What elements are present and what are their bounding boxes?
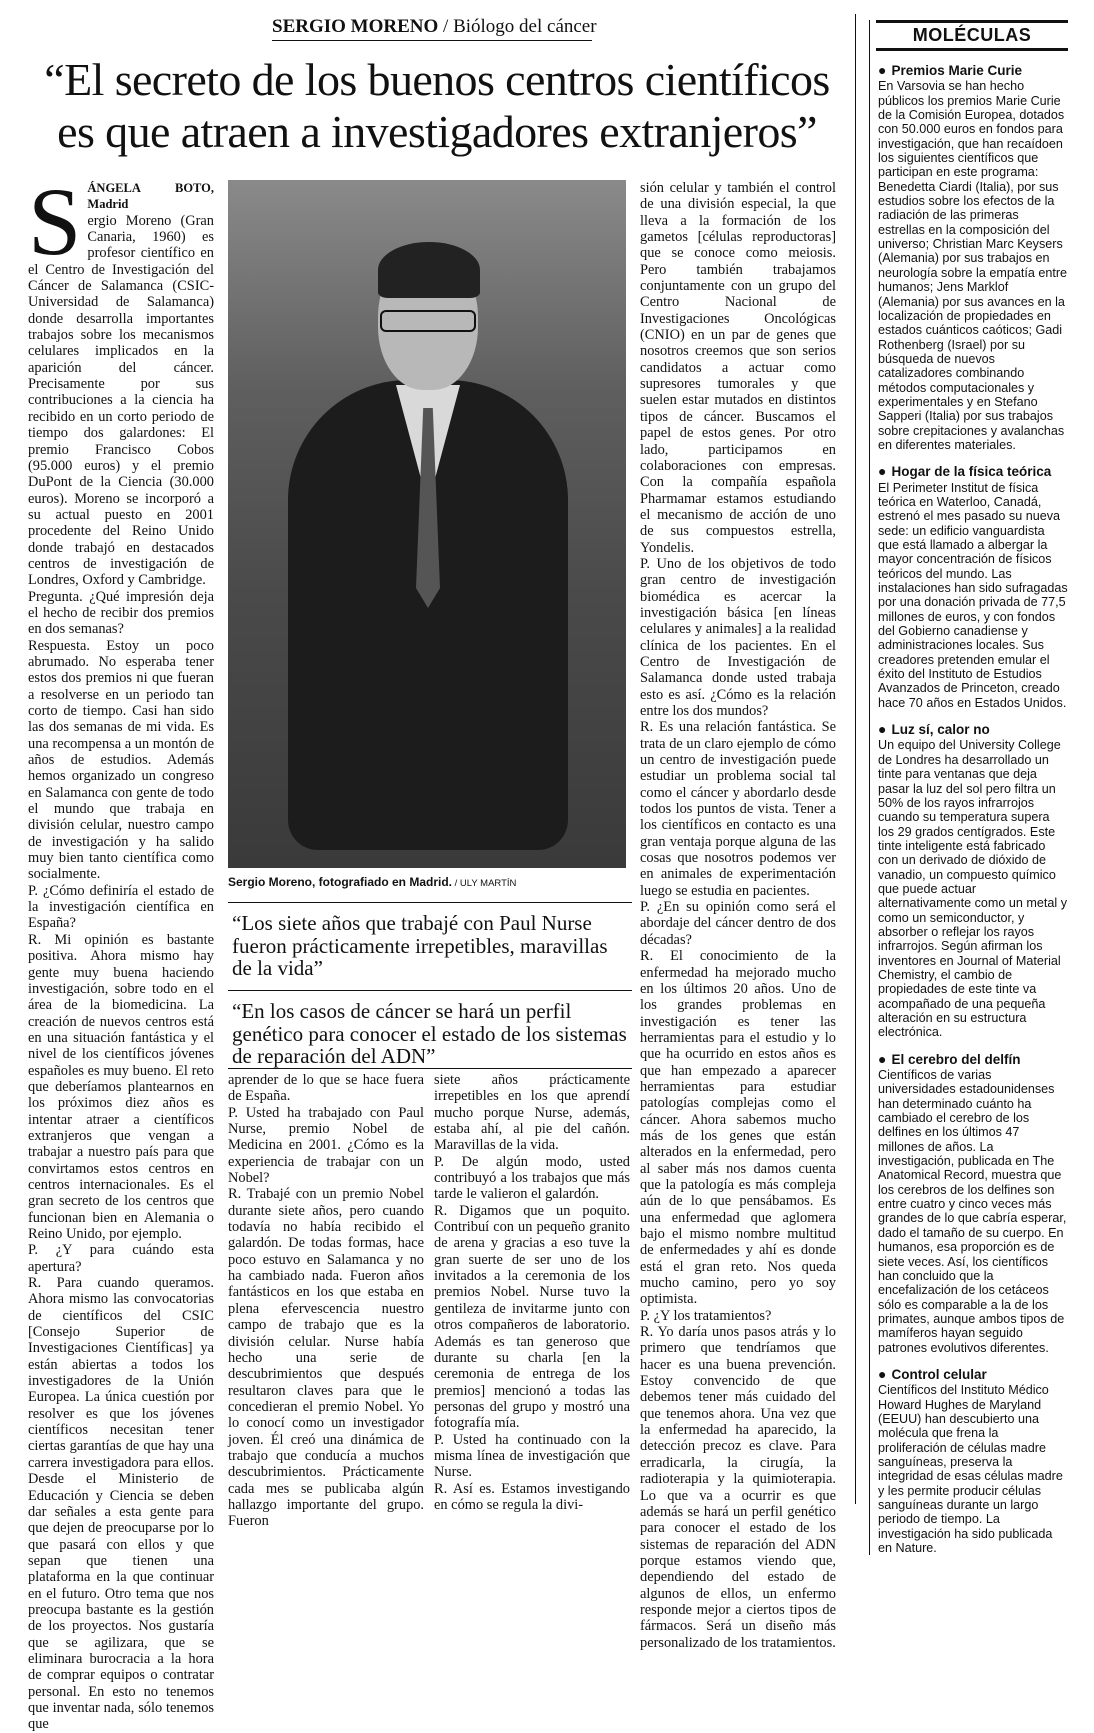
byline: ÁNGELA BOTO, Madrid (87, 181, 214, 212)
rule (228, 1068, 632, 1069)
sidebar-item (878, 63, 1068, 452)
paragraph: R. El conocimiento de la enfermedad ha mejorado mucho en los últimos 20 años. Uno de los grandes problemas en investigación es tener las herramientas para el estudio y lo que ha ocurrido en estos años es que han empezado a aparecer herramientas para estudiar patologías complejas como el cáncer. Ahora sabemos mucho más de los genes que están alterados en la enfermedad, pero al saber más nos damos cuenta que la patología es más compleja aún de lo que pensábamos. Es una enfermedad que aglomera bajo el mismo nombre multitud de enfermedades y ahí es donde está el gran reto. Nos queda mucho camino, pero yo soy optimista. (640, 948, 836, 1308)
article-column-1 (28, 168, 214, 1733)
rule (228, 990, 632, 991)
paragraph: R. Yo daría unos pasos atrás y lo primero que tendríamos que hacer es una buena prevención. Estoy convencido de que debemos tener más cuidado del que tenemos ahora. Una vez que la enfermedad ha aparecido, la detección precoz es clave. Para erradicarla, la cirugía, la radioterapia y la quimioterapia. Lo que va a ocurrir es que además se hará un perfil genético para conocer el estado de los sistemas de reparación del ADN porque estamos viendo que, dependiendo del estado de algunos de ellos, un enfermo responde mejor a ciertos tipos de fármacos. Será un diseño más personalizado de los tratamientos. (640, 1324, 836, 1651)
kicker (272, 16, 597, 41)
interviewee-role: Biólogo del cáncer (453, 16, 597, 37)
sidebar-item-text: Científicos de varias universidades estadounidenses han determinado cuánto ha cambiado el cerebro de los delfines en los últimos 47 millones de años. La investigación, publicada en The Anatomical Record, muestra que los cerebros de los delfines son entre cuatro y cinco veces más grandes de lo que cabría esperar, dado el tamaño de su cuerpo. En humanos, esa proporción es de siete veces. Así, los científicos han concluido que la encefalización de los cetáceos sólo es comparable a la de los primates, aunque ambos tipos de mamíferos hayan seguido patrones evolutivos diferentes. (878, 1068, 1067, 1355)
sidebar-item-heading: ● Control celular (878, 1365, 987, 1382)
paragraph: P. De algún modo, usted contribuyó a los trabajos que más tarde le valieron el galardón. (434, 1153, 630, 1203)
bullet-icon: ● (878, 62, 887, 78)
paragraph: R. Para cuando queramos. Ahora mismo las convocatorias de científicos del CSIC [Consejo Superior de Investigaciones Científicas] ya están abiertas a todos los investigadores de la Unión Europea. La única cuestión por resolver es que los jóvenes científicos necesitan tener ciertas garantías de que hay una carrera investigadora para ellos. Desde el Ministerio de Educación y Ciencia se deben dar señales a esta gente para que dejen de preocuparse por lo que pasará con ellos y que sepan que tienen una plataforma en la que continuar en el futuro. Otro tema que nos preocupa bastante es la gestión de los proyectos. Nos gustaría que se agilizara, que se eliminara burocracia a la hora de comprar equipos o contratar personal. En esto no tenemos que inventar nada, sólo tenemos que (28, 1275, 214, 1733)
photo-glasses (380, 310, 476, 332)
headline (32, 54, 842, 158)
bullet-icon: ● (878, 1050, 887, 1067)
sidebar-item-heading: ● El cerebro del delfín (878, 1050, 1021, 1067)
paragraph: R. Así es. Estamos investigando en cómo se regula la divi- (434, 1480, 630, 1513)
bullet-icon: ● (878, 1365, 887, 1382)
sidebar-item-heading: ● Premios Marie Curie (878, 62, 1023, 78)
bullet-icon: ● (878, 463, 887, 480)
paragraph: P. ¿Y para cuándo esta apertura? (28, 1242, 214, 1275)
paragraph: aprender de lo que se hace fuera de España. (228, 1072, 424, 1105)
caption-text: Sergio Moreno, fotografiado en Madrid. (228, 875, 453, 889)
paragraph: R. Es una relación fantástica. Se trata de un claro ejemplo de cómo un centro de investigación puede estudiar un problema social tal como el cáncer y abordarlo desde todos los puntos de vista. Tener a los científicos en contacto es una gran ventaja porque alguna de las cosas que nosotros podemos ver en animales de experimentación luego se estudia en pacientes. (640, 719, 836, 899)
sidebar-item-heading: ● Hogar de la física teórica (878, 463, 1052, 480)
headline-line-1: “El secreto de los buenos centros científicos (44, 54, 830, 105)
sidebar-item-heading: ● Luz sí, calor no (878, 721, 990, 738)
article-column-2b (434, 1072, 630, 1513)
drop-cap: S (28, 168, 82, 275)
paragraph: Pregunta. ¿Qué impresión deja el hecho de recibir dos premios en dos semanas? (28, 588, 214, 638)
photo-credit: / ULY MARTÍN (452, 878, 517, 889)
sidebar-item (878, 722, 1068, 1040)
paragraph: P. ¿Y los tratamientos? (640, 1307, 772, 1324)
sidebar-moleculas (869, 20, 1068, 1555)
paragraph: R. Digamos que un poquito. Contribuí con un pequeño granito de arena y gracias a eso tuve la gran suerte de ser uno de los invitados a la ceremonia de los premios Nobel. Nurse tuvo la gentileza de invitarme junto con otros compañeros de laboratorio. Además es tan generoso que durante su charla [en la ceremonia de entrega de los premios] mencionó a todas las personas del grupo y mostró una fotografía mía. (434, 1202, 630, 1432)
sidebar-item (878, 1367, 1068, 1555)
sidebar-item (878, 464, 1068, 710)
intro-paragraph: ergio Moreno (Gran Canaria, 1960) es profesor científico en el Centro de Investigación del Cáncer de Salamanca (CSIC-Universidad de Salamanca) donde desarrolla importantes trabajos sobre los mecanismos celulares implicados en la aparición del cáncer. Precisamente por sus contribuciones a la ciencia ha recibido en un corto periodo de tiempo dos galardones: El premio Francisco Cobos (95.000 euros) y el premio DuPont de la Ciencia (30.000 euros). Moreno se incorporó a su actual puesto en 2001 procedente del Reino Unido donde trabajó en destacados centros de investigación de Londres, Oxford y Cambridge. (28, 212, 214, 589)
paragraph: P. Usted ha trabajado con Paul Nurse, premio Nobel de Medicina en 2001. ¿Cómo es la experiencia de trabajar con un Nobel? (228, 1104, 424, 1187)
sidebar-item-text: El Perimeter Institut de física teórica en Waterloo, Canadá, estrenó el mes pasado su nueva sede: un edificio vanguardista que está llamado a albergar la mayor concentración de físicos teóricos del mundo. Las instalaciones han sido sufragadas por una donación privada de 77,5 millones de euros, y con fondos del Gobierno canadiense y administraciones locales. Sus creadores pretenden emular el éxito del Instituto de Estudios Avanzados de Princeton, creado hace 70 años en Estados Unidos. (878, 480, 1068, 710)
article-column-3 (640, 180, 836, 1651)
pull-quote-1: “Los siete años que trabajé con Paul Nurse fueron prácticamente irrepetibles, maravillas de la vida” (232, 911, 608, 980)
paragraph: P. ¿Cómo definiría el estado de la investigación científica en España? (28, 882, 214, 932)
photo-caption (228, 875, 626, 889)
interviewee-name: SERGIO MORENO (272, 16, 439, 37)
sidebar-item (878, 1052, 1068, 1355)
rule (228, 902, 632, 903)
headline-line-2: es que atraen a investigadores extranjeros” (57, 106, 817, 157)
paragraph: P. Usted ha continuado con la misma línea de investigación que Nurse. (434, 1431, 630, 1481)
paragraph: sión celular y también el control de una división especial, la que lleva a la formación de los gametos [células reproductoras] que se conoce como meiosis. Pero también trabajamos conjuntamente con un grupo del Centro Nacional de Investigaciones Oncológicas (CNIO) en un par de genes que nosotros creemos que son serios candidatos a actuar como supresores tumorales y que suelen estar mutados en distintos tipos de cáncer. Buscamos el papel de estos genes. Por otro lado, participamos en colaboraciones con empresas. Con la compañía española Pharmamar estamos estudiando el mecanismo de acción de uno de sus compuestos estrella, Yondelis. (640, 180, 836, 556)
paragraph: R. Trabajé con un premio Nobel durante siete años, pero cuando todavía no había recibido el galardón. De todas formas, hace poco estuvo en Salamanca y no ha cambiado nada. Fueron años fantásticos en los que estaba en plena efervescencia nuestro campo de trabajo que es la división celular. Nurse había hecho una serie de descubrimientos que después resultaron claves para que le concedieran el premio Nobel. Yo lo conocí como un investigador joven. Él creó una dinámica de trabajo que conducía a muchos descubrimientos. Prácticamente cada mes se publicaba algún hallazgo importante del grupo. Fueron (228, 1186, 424, 1530)
sidebar-item-text: Un equipo del University College de Londres ha desarrollado un tinte para ventanas que deja pasar la luz del sol pero filtra un 50% de los rayos infrarrojos cuando su temperatura supera los 29 grados centígrados. Este tinte inteligente está fabricado con un derivado de dióxido de vanadio, un compuesto químico que puede actuar alternativamente como un metal y como un semiconductor, y absorber o reflejar los rayos infrarrojos. Según afirman los inventores en Journal of Material Chemistry, el cambio de propiedades de este tinte va acompañado de una pequeña alteración en su estructura electrónica. (878, 738, 1067, 1040)
paragraph: Respuesta. Estoy un poco abrumado. No esperaba tener estos dos premios ni que fueran a resolverse en un periodo tan corto de tiempo. Casi han sido las dos semanas de mi vida. Es una recompensa a un montón de años de estudios. Además hemos organizado un congreso en Salamanca con gente de todo el mundo que trabaja en división celular, nuestro campo de investigación y ha salido muy bien tanto científica como socialmente. (28, 637, 214, 883)
portrait-photo (228, 180, 626, 868)
pull-quote-2: “En los casos de cáncer se hará un perfil genético para conocer el estado de los sistemas de reparación del ADN” (232, 999, 627, 1068)
sidebar-item-text: En Varsovia se han hecho públicos los premios Marie Curie de la Comisión Europea, dotados con 50.000 euros en fondos para investigación, que han recaídoen los siguientes científicos que participan en este programa: Benedetta Ciardi (Italia), por sus estudios sobre los efectos de la radiación de las primeras estrellas en la composición del universo; Christian Marc Keysers (Alemania) por sus trabajos en neurología sobre la empatía entre humanos; Jens Marklof (Alemania) por sus avances en la localización de propiedades en estados cuánticos caóticos; Gadi Rothenberg (Israel) por su búsqueda de nuevos catalizadores combinando métodos computacionales y experimentales y en Stefano Sapperi (Italia) por sus trabajos sobre crepitaciones y avalanchas en diferentes materiales. (878, 79, 1068, 452)
sidebar-item-text: Científicos del Instituto Médico Howard Hughes de Maryland (EEUU) han descubierto una molécula que frena la proliferación de células madre sanguíneas, preserva la integridad de esas células madre y les permite producir células sanguíneas durante un largo periodo de tiempo. La investigación ha sido publicada en Nature. (878, 1383, 1063, 1556)
kicker-separator: / (438, 16, 454, 37)
photo-hair (378, 242, 480, 298)
paragraph: R. Mi opinión es bastante positiva. Ahora mismo hay gente muy buena haciendo investigación, sobre todo en el área de la biomedicina. La creación de nuevos centros está en una situación fantástica y el nivel de los científicos jóvenes españoles es muy bueno. El reto que deberíamos plantearnos en los próximos diez años es intentar atraer a científicos extranjeros que vengan a trabajar a nuestro país para que convirtamos estos centros en centros internacionales. Es el gran secreto de los centros que funcionan bien en Alemania o Reino Unido, por ejemplo. (28, 931, 214, 1242)
column-divider (855, 14, 856, 1504)
sidebar-title: MOLÉCULAS (876, 20, 1068, 51)
article-column-2a (228, 1072, 424, 1530)
paragraph: P. Uno de los objetivos de todo gran centro de investigación biomédica es acercar la investigación básica [en líneas celulares y animales] a la realidad clínica de los pacientes. En el Centro de Investigación de Salamanca donde usted trabaja esto es así. ¿Cómo es la relación entre los dos mundos? (640, 555, 836, 719)
bullet-icon: ● (878, 721, 887, 738)
paragraph: P. ¿En su opinión como será el abordaje del cáncer dentro de dos décadas? (640, 899, 836, 948)
paragraph: siete años prácticamente irrepetibles en los que aprendí mucho porque Nurse, además, estaba ahí, al pie del cañón. Maravillas de la vida. (434, 1072, 630, 1154)
